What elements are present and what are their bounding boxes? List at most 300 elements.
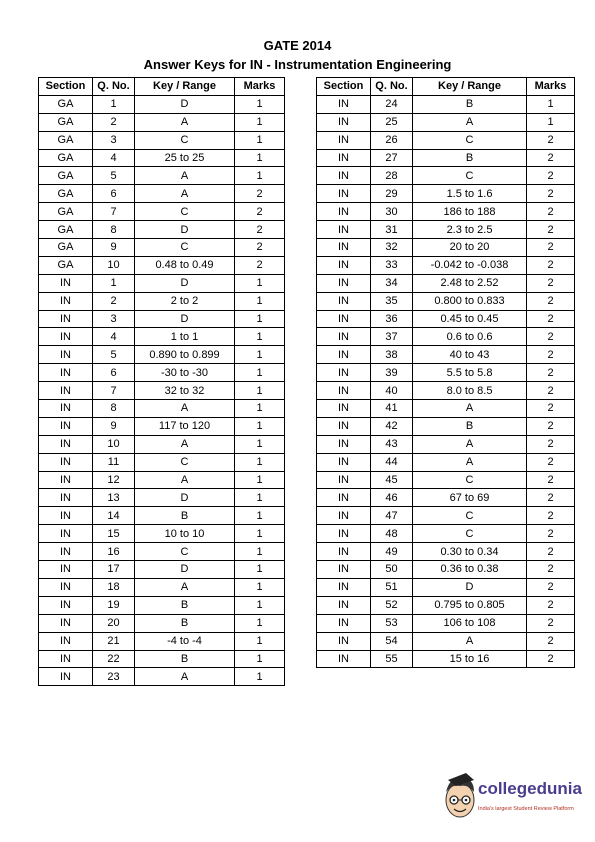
cell-marks: 1 (235, 650, 285, 668)
cell-marks: 1 (235, 471, 285, 489)
cell-marks: 2 (527, 185, 575, 203)
cell-question-number: 10 (93, 256, 135, 274)
cell-question-number: 43 (371, 435, 413, 453)
cell-marks: 2 (527, 346, 575, 364)
cell-marks: 2 (527, 453, 575, 471)
cell-section: IN (317, 131, 371, 149)
cell-question-number: 47 (371, 507, 413, 525)
cell-section: IN (39, 471, 93, 489)
table-row (317, 507, 575, 525)
table-row (39, 382, 285, 400)
table-row (39, 453, 285, 471)
cell-key-range: B (413, 149, 527, 167)
cell-key-range: A (135, 167, 235, 185)
cell-key-range: B (135, 614, 235, 632)
cell-marks: 2 (527, 292, 575, 310)
table-row (317, 489, 575, 507)
cell-question-number: 14 (93, 507, 135, 525)
cell-section: IN (317, 650, 371, 668)
cell-key-range: D (135, 310, 235, 328)
cell-question-number: 17 (93, 561, 135, 579)
table-row (317, 203, 575, 221)
cell-key-range: 1 to 1 (135, 328, 235, 346)
cell-marks: 2 (527, 364, 575, 382)
cell-section: IN (317, 185, 371, 203)
cell-marks: 1 (235, 453, 285, 471)
cell-question-number: 21 (93, 632, 135, 650)
cell-marks: 1 (235, 292, 285, 310)
cell-key-range: D (135, 561, 235, 579)
table-row (39, 507, 285, 525)
cell-key-range: C (413, 167, 527, 185)
cell-question-number: 52 (371, 596, 413, 614)
cell-section: IN (39, 400, 93, 418)
table-row (317, 543, 575, 561)
cell-section: IN (317, 471, 371, 489)
table-row (317, 167, 575, 185)
cell-marks: 1 (235, 328, 285, 346)
cell-section: GA (39, 131, 93, 149)
cell-question-number: 10 (93, 435, 135, 453)
cell-key-range: D (135, 221, 235, 239)
cell-key-range: C (413, 507, 527, 525)
cell-key-range: 106 to 108 (413, 614, 527, 632)
table-row (317, 185, 575, 203)
cell-question-number: 54 (371, 632, 413, 650)
cell-section: IN (39, 543, 93, 561)
answer-key-table-left (38, 77, 285, 686)
cell-key-range: A (135, 471, 235, 489)
cell-question-number: 9 (93, 239, 135, 257)
cell-marks: 2 (527, 578, 575, 596)
cell-section: IN (317, 256, 371, 274)
table-row (39, 185, 285, 203)
cell-marks: 2 (527, 131, 575, 149)
cell-question-number: 26 (371, 131, 413, 149)
cell-marks: 1 (527, 113, 575, 131)
cell-marks: 2 (527, 382, 575, 400)
cell-marks: 1 (235, 95, 285, 113)
table-row (39, 328, 285, 346)
cell-key-range: 0.36 to 0.38 (413, 561, 527, 579)
cell-key-range: 67 to 69 (413, 489, 527, 507)
table-row (39, 561, 285, 579)
cell-question-number: 24 (371, 95, 413, 113)
cell-key-range: 5.5 to 5.8 (413, 364, 527, 382)
cell-marks: 2 (527, 417, 575, 435)
table-row (317, 471, 575, 489)
cell-marks: 2 (527, 489, 575, 507)
cell-section: IN (317, 292, 371, 310)
cell-key-range: A (413, 632, 527, 650)
cell-question-number: 18 (93, 578, 135, 596)
cell-section: IN (39, 417, 93, 435)
cell-marks: 2 (527, 400, 575, 418)
cell-key-range: B (135, 507, 235, 525)
cell-section: IN (317, 239, 371, 257)
cell-key-range: A (135, 185, 235, 203)
cell-question-number: 9 (93, 417, 135, 435)
cell-section: IN (39, 561, 93, 579)
cell-marks: 2 (527, 632, 575, 650)
cell-marks: 2 (527, 274, 575, 292)
cell-marks: 1 (235, 614, 285, 632)
table-row (317, 561, 575, 579)
cell-section: IN (39, 668, 93, 686)
cell-key-range: 0.48 to 0.49 (135, 256, 235, 274)
cell-key-range: 40 to 43 (413, 346, 527, 364)
table-row (317, 435, 575, 453)
cell-question-number: 30 (371, 203, 413, 221)
cell-key-range: C (135, 453, 235, 471)
cell-question-number: 45 (371, 471, 413, 489)
cell-marks: 1 (235, 346, 285, 364)
table-header-row (39, 78, 285, 96)
table-row (317, 596, 575, 614)
cell-section: GA (39, 221, 93, 239)
table-row (317, 578, 575, 596)
cell-question-number: 36 (371, 310, 413, 328)
column-header-marks: Marks (235, 78, 285, 96)
cell-key-range: D (413, 578, 527, 596)
cell-question-number: 7 (93, 203, 135, 221)
cell-marks: 2 (235, 185, 285, 203)
cell-section: IN (39, 453, 93, 471)
cell-key-range: C (135, 543, 235, 561)
cell-question-number: 16 (93, 543, 135, 561)
cell-section: IN (39, 507, 93, 525)
cell-question-number: 28 (371, 167, 413, 185)
cell-key-range: 2 to 2 (135, 292, 235, 310)
table-row (317, 614, 575, 632)
table-row (317, 113, 575, 131)
cell-key-range: D (135, 95, 235, 113)
column-header-marks: Marks (527, 78, 575, 96)
cell-key-range: D (135, 489, 235, 507)
cell-question-number: 49 (371, 543, 413, 561)
cell-marks: 2 (235, 256, 285, 274)
cell-marks: 2 (235, 221, 285, 239)
cell-section: IN (317, 525, 371, 543)
cell-section: IN (39, 435, 93, 453)
cell-section: IN (317, 203, 371, 221)
cell-marks: 1 (527, 95, 575, 113)
cell-marks: 1 (235, 435, 285, 453)
cell-marks: 2 (527, 543, 575, 561)
cell-section: IN (317, 400, 371, 418)
table-row (317, 400, 575, 418)
cell-section: IN (317, 453, 371, 471)
table-row (39, 364, 285, 382)
table-row (317, 239, 575, 257)
cell-section: IN (317, 417, 371, 435)
table-row (39, 596, 285, 614)
cell-section: IN (317, 310, 371, 328)
cell-marks: 1 (235, 417, 285, 435)
cell-question-number: 12 (93, 471, 135, 489)
cell-section: IN (39, 382, 93, 400)
cell-marks: 2 (527, 561, 575, 579)
cell-key-range: C (135, 131, 235, 149)
table-row (39, 149, 285, 167)
table-row (317, 310, 575, 328)
cell-marks: 2 (527, 525, 575, 543)
cell-question-number: 51 (371, 578, 413, 596)
cell-key-range: 10 to 10 (135, 525, 235, 543)
cell-marks: 1 (235, 578, 285, 596)
cell-key-range: 0.795 to 0.805 (413, 596, 527, 614)
cell-section: IN (39, 632, 93, 650)
table-row (317, 221, 575, 239)
cell-question-number: 22 (93, 650, 135, 668)
cell-key-range: 8.0 to 8.5 (413, 382, 527, 400)
cell-marks: 1 (235, 131, 285, 149)
mascot-face-icon (446, 773, 474, 817)
cell-marks: 2 (527, 614, 575, 632)
cell-marks: 2 (527, 650, 575, 668)
cell-question-number: 6 (93, 364, 135, 382)
column-header-qno: Q. No. (93, 78, 135, 96)
table-row (39, 274, 285, 292)
cell-section: IN (39, 525, 93, 543)
cell-section: IN (39, 614, 93, 632)
cell-key-range: -4 to -4 (135, 632, 235, 650)
cell-marks: 1 (235, 149, 285, 167)
column-header-key: Key / Range (413, 78, 527, 96)
column-header-section: Section (317, 78, 371, 96)
cell-key-range: 20 to 20 (413, 239, 527, 257)
table-row (39, 489, 285, 507)
cell-key-range: 32 to 32 (135, 382, 235, 400)
cell-question-number: 38 (371, 346, 413, 364)
cell-key-range: 0.6 to 0.6 (413, 328, 527, 346)
cell-question-number: 5 (93, 167, 135, 185)
table-row (317, 95, 575, 113)
cell-marks: 2 (235, 203, 285, 221)
cell-marks: 2 (527, 471, 575, 489)
cell-marks: 1 (235, 364, 285, 382)
table-row (39, 256, 285, 274)
cell-key-range: 0.45 to 0.45 (413, 310, 527, 328)
cell-section: IN (317, 346, 371, 364)
cell-key-range: A (135, 435, 235, 453)
cell-question-number: 1 (93, 274, 135, 292)
cell-section: GA (39, 167, 93, 185)
cell-section: IN (317, 167, 371, 185)
table-row (317, 525, 575, 543)
column-header-qno: Q. No. (371, 78, 413, 96)
table-row (39, 131, 285, 149)
cell-section: IN (39, 346, 93, 364)
cell-marks: 1 (235, 489, 285, 507)
cell-section: IN (39, 489, 93, 507)
cell-key-range: 0.800 to 0.833 (413, 292, 527, 310)
cell-question-number: 6 (93, 185, 135, 203)
table-row (317, 328, 575, 346)
cell-key-range: 2.48 to 2.52 (413, 274, 527, 292)
cell-section: GA (39, 113, 93, 131)
cell-section: IN (39, 364, 93, 382)
table-row (39, 668, 285, 686)
cell-section: IN (317, 149, 371, 167)
cell-question-number: 55 (371, 650, 413, 668)
cell-section: GA (39, 203, 93, 221)
cell-key-range: A (135, 113, 235, 131)
table-row (317, 149, 575, 167)
cell-question-number: 8 (93, 221, 135, 239)
cell-key-range: C (413, 131, 527, 149)
table-row (39, 543, 285, 561)
cell-question-number: 5 (93, 346, 135, 364)
table-row (39, 435, 285, 453)
cell-key-range: 15 to 16 (413, 650, 527, 668)
table-row (317, 417, 575, 435)
cell-question-number: 37 (371, 328, 413, 346)
cell-key-range: A (413, 400, 527, 418)
cell-question-number: 7 (93, 382, 135, 400)
table-row (39, 292, 285, 310)
cell-marks: 2 (527, 221, 575, 239)
cell-section: IN (317, 596, 371, 614)
cell-key-range: D (135, 274, 235, 292)
cell-key-range: 1.5 to 1.6 (413, 185, 527, 203)
cell-section: GA (39, 185, 93, 203)
cell-section: IN (39, 578, 93, 596)
cell-marks: 1 (235, 310, 285, 328)
answer-key-table-right (316, 77, 575, 668)
cell-question-number: 42 (371, 417, 413, 435)
cell-section: IN (39, 310, 93, 328)
table-header-row (317, 78, 575, 96)
table-row (39, 113, 285, 131)
cell-marks: 1 (235, 382, 285, 400)
table-row (39, 167, 285, 185)
table-row (317, 256, 575, 274)
cell-key-range: B (135, 650, 235, 668)
table-row (39, 525, 285, 543)
cell-marks: 2 (527, 328, 575, 346)
cell-question-number: 31 (371, 221, 413, 239)
table-row (317, 292, 575, 310)
cell-section: IN (317, 489, 371, 507)
cell-question-number: 8 (93, 400, 135, 418)
cell-question-number: 29 (371, 185, 413, 203)
table-row (39, 239, 285, 257)
cell-marks: 1 (235, 274, 285, 292)
cell-marks: 1 (235, 525, 285, 543)
table-row (39, 471, 285, 489)
cell-marks: 1 (235, 400, 285, 418)
cell-marks: 2 (527, 435, 575, 453)
cell-question-number: 44 (371, 453, 413, 471)
cell-marks: 1 (235, 596, 285, 614)
cell-key-range: 0.30 to 0.34 (413, 543, 527, 561)
cell-section: IN (39, 274, 93, 292)
cell-key-range: 186 to 188 (413, 203, 527, 221)
table-row (39, 310, 285, 328)
cell-marks: 1 (235, 632, 285, 650)
cell-section: IN (317, 435, 371, 453)
table-row (317, 632, 575, 650)
table-row (39, 346, 285, 364)
cell-section: IN (317, 578, 371, 596)
cell-key-range: C (135, 239, 235, 257)
table-row (317, 274, 575, 292)
table-row (39, 632, 285, 650)
cell-question-number: 3 (93, 310, 135, 328)
cell-question-number: 2 (93, 113, 135, 131)
cell-question-number: 46 (371, 489, 413, 507)
cell-section: GA (39, 95, 93, 113)
table-row (39, 578, 285, 596)
cell-marks: 1 (235, 543, 285, 561)
cell-section: IN (317, 328, 371, 346)
cell-question-number: 23 (93, 668, 135, 686)
table-row (39, 400, 285, 418)
cell-key-range: 117 to 120 (135, 417, 235, 435)
cell-question-number: 50 (371, 561, 413, 579)
cell-marks: 2 (527, 167, 575, 185)
cell-question-number: 41 (371, 400, 413, 418)
cell-marks: 2 (235, 239, 285, 257)
cell-marks: 1 (235, 561, 285, 579)
cell-section: IN (39, 650, 93, 668)
table-row (39, 203, 285, 221)
table-row (39, 95, 285, 113)
column-header-section: Section (39, 78, 93, 96)
logo-tagline: India's largest Student Review Platform (478, 806, 574, 812)
cell-question-number: 53 (371, 614, 413, 632)
table-row (317, 650, 575, 668)
cell-key-range: B (413, 95, 527, 113)
cell-marks: 2 (527, 203, 575, 221)
cell-key-range: A (413, 435, 527, 453)
cell-section: GA (39, 149, 93, 167)
cell-key-range: -30 to -30 (135, 364, 235, 382)
cell-marks: 2 (527, 596, 575, 614)
cell-question-number: 11 (93, 453, 135, 471)
cell-question-number: 4 (93, 328, 135, 346)
cell-key-range: A (413, 113, 527, 131)
cell-marks: 2 (527, 149, 575, 167)
cell-question-number: 19 (93, 596, 135, 614)
cell-question-number: 33 (371, 256, 413, 274)
cell-question-number: 2 (93, 292, 135, 310)
cell-question-number: 40 (371, 382, 413, 400)
cell-key-range: C (413, 471, 527, 489)
cell-question-number: 39 (371, 364, 413, 382)
cell-marks: 1 (235, 668, 285, 686)
cell-section: GA (39, 256, 93, 274)
cell-key-range: A (135, 400, 235, 418)
cell-section: IN (317, 561, 371, 579)
cell-marks: 2 (527, 256, 575, 274)
table-row (317, 453, 575, 471)
cell-key-range: C (413, 525, 527, 543)
cell-key-range: 0.890 to 0.899 (135, 346, 235, 364)
cell-question-number: 13 (93, 489, 135, 507)
cell-key-range: B (413, 417, 527, 435)
cell-key-range: 2.3 to 2.5 (413, 221, 527, 239)
cell-question-number: 32 (371, 239, 413, 257)
cell-key-range: -0.042 to -0.038 (413, 256, 527, 274)
cell-question-number: 20 (93, 614, 135, 632)
cell-marks: 1 (235, 113, 285, 131)
cell-key-range: 25 to 25 (135, 149, 235, 167)
cell-section: IN (317, 113, 371, 131)
cell-section: IN (317, 221, 371, 239)
table-row (39, 221, 285, 239)
